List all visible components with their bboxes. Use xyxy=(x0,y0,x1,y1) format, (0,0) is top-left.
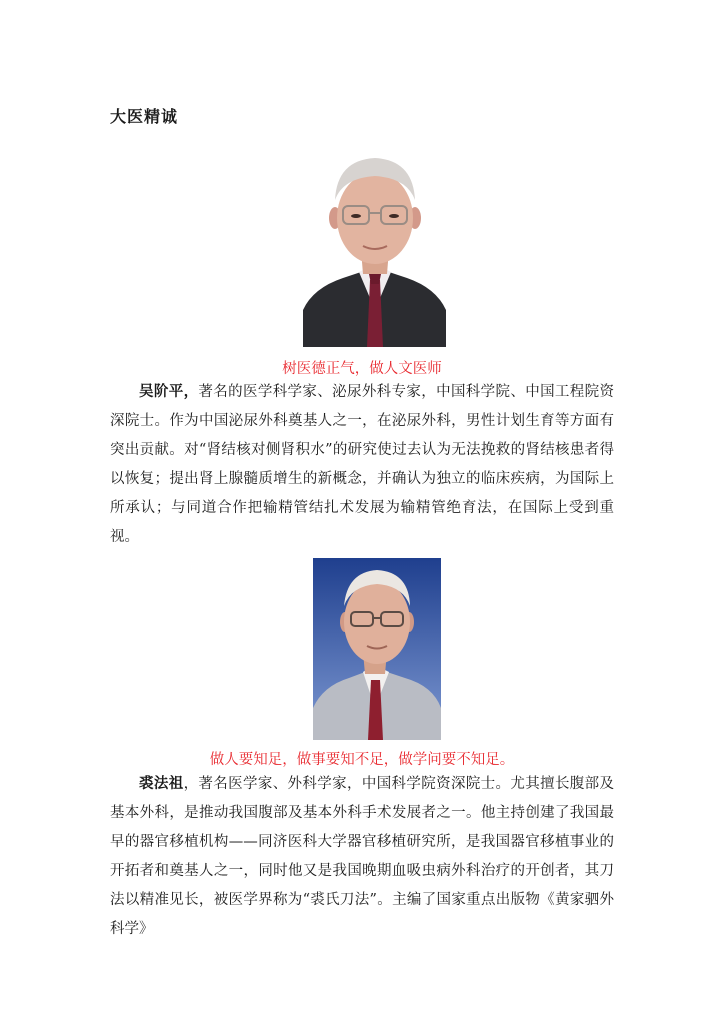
motto-2: 做人要知足，做事要知不足，做学问要不知足。 xyxy=(209,752,515,768)
portrait-photo-1 xyxy=(303,150,446,347)
bio-text-1: 著名的医学科学家、泌尿外科专家，中国科学院、中国工程院资深院士。作为中国泌尿外科奠基人之一，在泌尿外科，男性计划生育等方面有突出贡献。对“肾结核对侧肾积水”的研究使过去认为无法挽救的肾结核患者得以恢复；提出肾上腺髓质增生的新概念，并确认为独立的临床疾病，为国际上所承认；与同道合作把输精管结扎术发展为输精管绝育法，在国际上受到重视。 xyxy=(110,384,614,545)
profile-name-1: 吴阶平， xyxy=(139,384,199,400)
page-title: 大医精诚 xyxy=(110,107,179,126)
bio-paragraph-1 xyxy=(110,378,614,552)
bio-paragraph-2 xyxy=(110,770,614,944)
motto-1: 树医德正气，做人文医师 xyxy=(282,361,442,377)
bio-text-2: ，著名医学家、外科学家，中国科学院资深院士。尤其擅长腹部及基本外科，是推动我国腹部及基本外科手术发展者之一。他主持创建了我国最早的器官移植机构——同济医科大学器官移植研究所，是我国器官移植事业的开拓者和奠基人之一，同时他又是我国晚期血吸虫病外科治疗的开创者，其刀法以精准见长，被医学界称为“裘氏刀法”。主编了国家重点出版物《黄家驷外科学》 xyxy=(110,776,615,937)
profile-name-2: 裘法祖 xyxy=(139,776,184,792)
portrait-photo-2 xyxy=(313,558,441,740)
